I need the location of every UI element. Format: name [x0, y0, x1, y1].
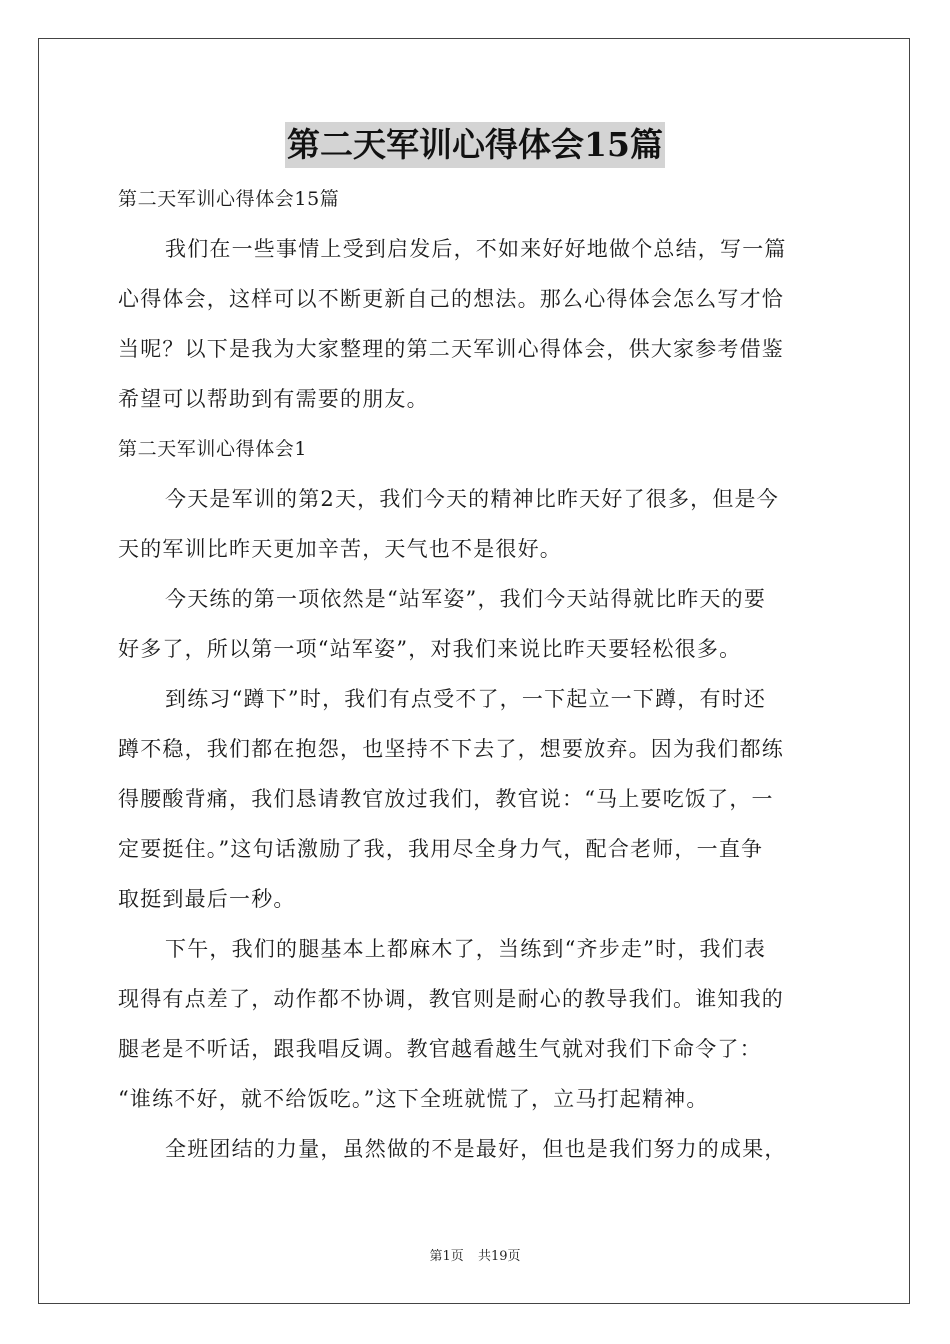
text-line: 当呢？以下是我为大家整理的第二天军训心得体会，供大家参考借鉴 [118, 337, 784, 361]
document-body [118, 174, 834, 1174]
text-line: 得腰酸背痛，我们恳请教官放过我们，教官说：“马上要吃饭了，一 [118, 787, 774, 811]
section-heading: 第二天军训心得体会15篇 [118, 188, 340, 210]
text-line: 今天是军训的第2天，我们今天的精神比昨天好了很多，但是今 [165, 487, 779, 511]
text-line: 到练习“蹲下”时，我们有点受不了，一下起立一下蹲，有时还 [165, 687, 767, 711]
text-line: 心得体会，这样可以不断更新自己的想法。那么心得体会怎么写才恰 [118, 287, 784, 311]
text-line: 蹲不稳，我们都在抱怨，也坚持不下去了，想要放弃。因为我们都练 [118, 737, 784, 761]
text-line: “谁练不好，就不给饭吃。”这下全班就慌了，立马打起精神。 [118, 1087, 709, 1111]
title-container [0, 122, 950, 168]
document-title: 第二天军训心得体会15篇 [285, 122, 665, 168]
page-total: 共19页 [477, 1249, 521, 1264]
text-line: 腿老是不听话，跟我唱反调。教官越看越生气就对我们下命令了： [118, 1037, 762, 1061]
text-line: 好多了，所以第一项“站军姿”，对我们来说比昨天要轻松很多。 [118, 637, 742, 661]
page-number: 第1页 [429, 1249, 464, 1264]
text-line: 全班团结的力量，虽然做的不是最好，但也是我们努力的成果， [165, 1137, 787, 1161]
text-line: 定要挺住。”这句话激励了我，我用尽全身力气，配合老师，一直争 [118, 837, 764, 861]
text-line: 希望可以帮助到有需要的朋友。 [118, 387, 429, 411]
section-heading: 第二天军训心得体会1 [118, 438, 308, 460]
page-footer [0, 1245, 950, 1264]
text-line: 天的军训比昨天更加辛苦，天气也不是很好。 [118, 537, 562, 561]
text-line: 下午，我们的腿基本上都麻木了，当练到“齐步走”时，我们表 [165, 937, 767, 961]
text-line: 现得有点差了，动作都不协调，教官则是耐心的教导我们。谁知我的 [118, 987, 784, 1011]
text-line: 我们在一些事情上受到启发后，不如来好好地做个总结，写一篇 [165, 237, 787, 261]
text-line: 取挺到最后一秒。 [118, 887, 296, 911]
text-line: 今天练的第一项依然是“站军姿”，我们今天站得就比昨天的要 [165, 587, 767, 611]
